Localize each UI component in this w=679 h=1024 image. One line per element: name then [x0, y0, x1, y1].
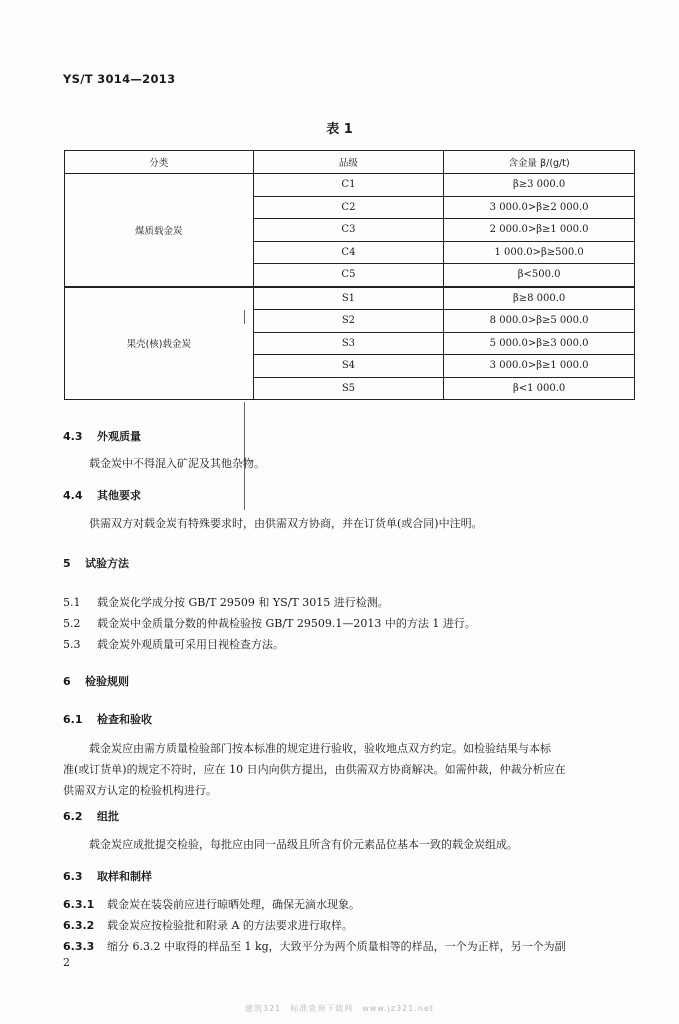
- clause: [63, 896, 360, 912]
- grade-cell: C4: [253, 241, 444, 264]
- section-heading: [63, 808, 119, 824]
- clause-text: 载金炭中金质量分数的仲裁检验按 GB/T 29509.1—2013 中的方法 1 进行。: [97, 617, 476, 630]
- clause-number: 5.2: [63, 617, 81, 630]
- grade-cell: S2: [253, 310, 444, 333]
- watermark-footer: 建筑321 标准查询下载网 www.jz321.net: [244, 1004, 435, 1013]
- standard-code: YS/T 3014—2013: [63, 72, 176, 86]
- grade-cell: C5: [253, 264, 444, 287]
- content-cell: β≥8 000.0: [444, 287, 635, 310]
- column-header: 含金量 β/(g/t): [444, 151, 635, 174]
- clause: [63, 594, 389, 610]
- content-cell: β<1 000.0: [444, 377, 635, 400]
- section-title: 检查和验收: [97, 713, 152, 726]
- category-cell: 果壳(核)载金炭: [65, 287, 254, 400]
- clause: [63, 938, 566, 954]
- section-number: 5: [63, 557, 71, 570]
- section-number: 4.3: [63, 430, 83, 443]
- paragraph: 载金炭中不得混入矿泥及其他杂物。: [89, 457, 265, 470]
- section-heading: [63, 428, 141, 444]
- clause-text: 缩分 6.3.2 中取得的样品至 1 kg，大致平分为两个质量相等的样品，一个为正样，另一个为副: [107, 940, 566, 953]
- grade-cell: C3: [253, 219, 444, 242]
- clause-text: 载金炭应按检验批和附录 A 的方法要求进行取样。: [107, 919, 353, 932]
- content-cell: 3 000.0>β≥1 000.0: [444, 355, 635, 378]
- clause: [63, 636, 284, 652]
- content-cell: 1 000.0>β≥500.0: [444, 241, 635, 264]
- table-row: [65, 174, 635, 197]
- grade-table: [64, 150, 635, 400]
- section-title: 其他要求: [97, 489, 141, 502]
- clause-number: 5.1: [63, 596, 81, 609]
- section-title: 组批: [97, 810, 119, 823]
- clause-text: 载金炭在装袋前应进行晾晒处理，确保无滴水现象。: [107, 898, 360, 911]
- section-heading: [63, 673, 129, 689]
- grade-cell: S3: [253, 332, 444, 355]
- section-number: 6.1: [63, 713, 83, 726]
- page-number: 2: [63, 956, 70, 969]
- table-title: 表 1: [326, 122, 353, 137]
- section-title: 检验规则: [85, 675, 129, 688]
- clause-text: 载金炭化学成分按 GB/T 29509 和 YS/T 3015 进行检测。: [97, 596, 389, 609]
- clause-number: 5.3: [63, 638, 81, 651]
- paragraph: [63, 738, 635, 801]
- content-cell: 2 000.0>β≥1 000.0: [444, 219, 635, 242]
- grade-cell: S5: [253, 377, 444, 400]
- table-header-row: [65, 151, 635, 174]
- section-number: 6.2: [63, 810, 83, 823]
- paragraph-line: 载金炭应由需方质量检验部门按本标准的规定进行验收，验收地点双方约定。如检验结果与本标: [89, 742, 551, 755]
- section-number: 6: [63, 675, 71, 688]
- table-row: [65, 287, 635, 310]
- paragraph-line: 供需双方认定的检验机构进行。: [63, 784, 217, 797]
- section-title: 取样和制样: [97, 870, 152, 883]
- clause-number: 6.3.3: [63, 940, 95, 953]
- section-title: 外观质量: [97, 430, 141, 443]
- content-cell: 8 000.0>β≥5 000.0: [444, 310, 635, 333]
- paragraph: 载金炭应成批提交检验，每批应由同一品级且所含有价元素品位基本一致的载金炭组成。: [89, 838, 518, 851]
- grade-cell: S1: [253, 287, 444, 310]
- grade-cell: C1: [253, 174, 444, 197]
- grade-cell: C2: [253, 196, 444, 219]
- section-heading: [63, 711, 152, 727]
- column-header: 品级: [253, 151, 444, 174]
- content-cell: 5 000.0>β≥3 000.0: [444, 332, 635, 355]
- column-header: 分类: [65, 151, 254, 174]
- clause: [63, 615, 476, 631]
- clause: [63, 917, 353, 933]
- content-cell: β≥3 000.0: [444, 174, 635, 197]
- category-cell: 煤质载金炭: [65, 174, 254, 287]
- paragraph-line: 准(或订货单)的规定不符时，应在 10 日内向供方提出，由供需双方协商解决。如需仲裁，仲裁分析应在: [63, 763, 566, 776]
- section-heading: [63, 868, 152, 884]
- section-number: 6.3: [63, 870, 83, 883]
- content-cell: β<500.0: [444, 264, 635, 287]
- clause-number: 6.3.2: [63, 919, 95, 932]
- grade-cell: S4: [253, 355, 444, 378]
- section-heading: [63, 555, 129, 571]
- clause-number: 6.3.1: [63, 898, 95, 911]
- clause-text: 载金炭外观质量可采用目视检查方法。: [97, 638, 284, 651]
- section-heading: [63, 487, 141, 503]
- paragraph: 供需双方对载金炭有特殊要求时，由供需双方协商，并在订货单(或合同)中注明。: [89, 517, 483, 530]
- section-number: 4.4: [63, 489, 83, 502]
- section-title: 试验方法: [85, 557, 129, 570]
- content-cell: 3 000.0>β≥2 000.0: [444, 196, 635, 219]
- scan-mark: [244, 310, 245, 324]
